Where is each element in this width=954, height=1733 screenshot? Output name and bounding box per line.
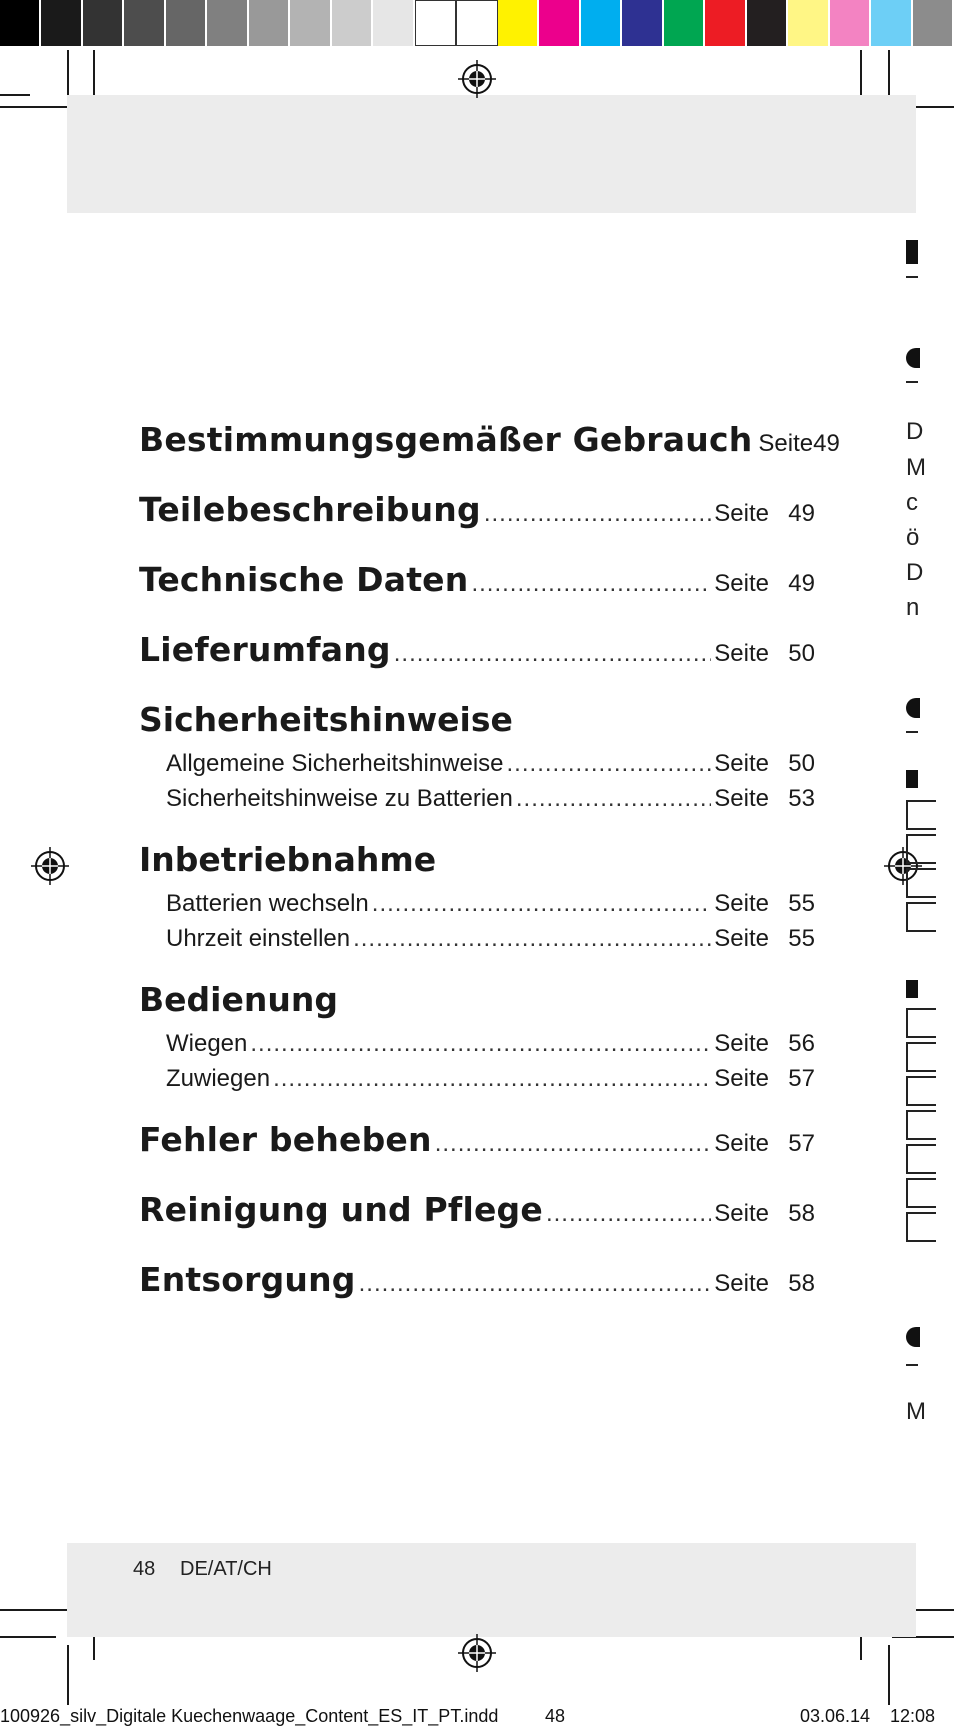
toc-page-number: 55	[788, 890, 815, 917]
toc-subentry[interactable]	[166, 785, 815, 813]
header-band	[67, 95, 916, 213]
facing-rule	[906, 276, 918, 278]
color-swatch	[498, 0, 539, 46]
facing-text-fragment: c	[906, 489, 918, 516]
facing-text-fragment: ö	[906, 524, 920, 551]
print-slug-filename: 100926_silv_Digitale Kuechenwaage_Content_ES_IT_PT.indd	[0, 1706, 499, 1726]
facing-table-cell	[906, 1212, 936, 1242]
toc-page-number: 49	[788, 500, 815, 527]
toc-page-number: 49	[788, 570, 815, 597]
toc-entry-title: Teilebeschreibung	[139, 490, 481, 529]
crop-mark	[67, 1645, 69, 1705]
toc-entry[interactable]	[139, 630, 815, 669]
toc-entry[interactable]	[139, 420, 840, 459]
toc-section-heading[interactable]: Sicherheitshinweise	[139, 700, 513, 739]
toc-leader-dots	[471, 570, 711, 598]
toc-subentry-title: Zuwiegen	[166, 1065, 271, 1092]
facing-text-fragment: D	[906, 418, 924, 445]
toc-subentry-title: Allgemeine Sicherheitshinweise	[166, 750, 504, 777]
color-swatch	[830, 0, 871, 46]
crop-mark	[0, 94, 30, 96]
toc-entry[interactable]	[139, 490, 815, 529]
toc-page-word: Seite	[714, 1065, 769, 1092]
toc-subentry[interactable]	[166, 890, 815, 918]
toc-entry-title: Reinigung und Pflege	[139, 1190, 543, 1229]
facing-rule	[906, 381, 918, 383]
facing-table-cell	[906, 800, 936, 830]
crop-mark	[860, 50, 862, 97]
facing-rule	[906, 731, 918, 733]
toc-section-heading[interactable]: Bedienung	[139, 980, 338, 1019]
toc-page-number: 55	[788, 925, 815, 952]
toc-page-number: 50	[788, 640, 815, 667]
color-swatch	[664, 0, 705, 46]
toc-leader-dots	[484, 500, 711, 528]
toc-page-number: 58	[788, 1200, 815, 1227]
crop-mark	[888, 1645, 890, 1705]
color-swatch	[332, 0, 373, 46]
color-swatch	[456, 0, 497, 46]
toc-entry[interactable]	[139, 560, 815, 599]
toc-leader-dots	[250, 1030, 711, 1058]
facing-heading-fragment	[906, 240, 918, 264]
facing-text-fragment: M	[906, 454, 926, 481]
crop-mark	[67, 50, 69, 97]
toc-page-number: 56	[788, 1030, 815, 1057]
facing-table-cell	[906, 1042, 936, 1072]
facing-heading-fragment	[906, 698, 920, 718]
facing-page-edge	[904, 0, 954, 1733]
toc-page-number: 49	[813, 430, 840, 457]
toc-subentry-title: Wiegen	[166, 1030, 248, 1057]
toc-subentry-title: Sicherheitshinweise zu Batterien	[166, 785, 513, 812]
toc-leader-dots	[372, 890, 712, 918]
crop-mark	[93, 50, 95, 97]
toc-leader-dots	[273, 1065, 711, 1093]
footer-page-number: 48	[133, 1558, 156, 1580]
color-swatch	[539, 0, 580, 46]
toc-page-number: 58	[788, 1270, 815, 1297]
facing-table-cell	[906, 868, 936, 898]
facing-table-cell	[906, 834, 936, 864]
registration-mark-icon	[31, 847, 69, 885]
facing-heading-fragment	[906, 1327, 920, 1347]
facing-table-cell	[906, 1008, 936, 1038]
toc-entry[interactable]	[139, 1190, 815, 1229]
toc-entry[interactable]	[139, 1120, 815, 1159]
crop-mark	[0, 1609, 70, 1611]
toc-entry-title: Entsorgung	[139, 1260, 356, 1299]
print-slug-date: 03.06.14	[800, 1706, 871, 1726]
toc-leader-dots	[546, 1200, 711, 1228]
toc-leader-dots	[359, 1270, 712, 1298]
facing-table-cell	[906, 1144, 936, 1174]
facing-heading-fragment	[906, 770, 918, 788]
toc-subentry[interactable]	[166, 750, 815, 778]
registration-mark-icon	[458, 1634, 496, 1672]
toc-page-word: Seite	[714, 890, 769, 917]
toc-entry-title: Bestimmungsgemäßer Gebrauch	[139, 420, 753, 459]
toc-page-number: 57	[788, 1065, 815, 1092]
facing-heading-fragment	[906, 980, 918, 998]
color-swatch	[83, 0, 124, 46]
toc-subentry-title: Batterien wechseln	[166, 890, 369, 917]
toc-page-word: Seite	[758, 430, 814, 457]
color-swatch	[373, 0, 414, 46]
color-calibration-bar	[0, 0, 954, 48]
color-swatch	[581, 0, 622, 46]
toc-entry-title: Fehler beheben	[139, 1120, 432, 1159]
toc-entry-title: Lieferumfang	[139, 630, 391, 669]
crop-mark	[888, 50, 890, 97]
toc-subentry[interactable]	[166, 1065, 815, 1093]
registration-mark-icon	[458, 60, 496, 98]
color-swatch	[0, 0, 41, 46]
color-swatch	[705, 0, 746, 46]
toc-page-word: Seite	[714, 500, 769, 527]
facing-table-cell	[906, 1110, 936, 1140]
toc-page-word: Seite	[714, 750, 769, 777]
facing-table-cell	[906, 902, 936, 932]
color-swatch	[290, 0, 331, 46]
toc-section-heading[interactable]: Inbetriebnahme	[139, 840, 437, 879]
toc-leader-dots	[516, 785, 711, 813]
toc-page-word: Seite	[714, 925, 769, 952]
facing-heading-fragment	[906, 348, 920, 368]
toc-page-number: 57	[788, 1130, 815, 1157]
color-swatch	[249, 0, 290, 46]
facing-rule	[906, 1364, 918, 1366]
toc-entry-title: Technische Daten	[139, 560, 469, 599]
toc-page-number: 50	[788, 750, 815, 777]
toc-page-word: Seite	[714, 1130, 769, 1157]
toc-page-word: Seite	[714, 1270, 769, 1297]
toc-subentry[interactable]	[166, 925, 815, 953]
crop-mark	[0, 1636, 56, 1638]
toc-page-word: Seite	[714, 1030, 769, 1057]
toc-page-word: Seite	[714, 640, 769, 667]
toc-subentry[interactable]	[166, 1030, 815, 1058]
facing-text-fragment: M	[906, 1398, 926, 1425]
toc-page-word: Seite	[714, 1200, 769, 1227]
toc-page-word: Seite	[714, 570, 769, 597]
toc-page-number: 53	[788, 785, 815, 812]
crop-mark	[0, 106, 70, 108]
color-swatch	[415, 0, 456, 46]
facing-text-fragment: n	[906, 594, 920, 621]
print-slug-page: 48	[545, 1706, 566, 1726]
toc-subentry-title: Uhrzeit einstellen	[166, 925, 351, 952]
footer-region: DE/AT/CH	[180, 1558, 272, 1580]
color-swatch	[124, 0, 165, 46]
print-slug-time: 12:08	[890, 1706, 936, 1726]
facing-text-fragment: D	[906, 559, 924, 586]
toc-page-word: Seite	[714, 785, 769, 812]
color-swatch	[622, 0, 663, 46]
toc-entry[interactable]	[139, 1260, 815, 1299]
color-swatch	[788, 0, 829, 46]
toc-leader-dots	[435, 1130, 712, 1158]
facing-table-cell	[906, 1178, 936, 1208]
toc-leader-dots	[353, 925, 711, 953]
toc-leader-dots	[507, 750, 712, 778]
facing-table-cell	[906, 1076, 936, 1106]
color-swatch	[207, 0, 248, 46]
toc-leader-dots	[394, 640, 712, 668]
color-swatch	[747, 0, 788, 46]
color-swatch	[41, 0, 82, 46]
color-swatch	[166, 0, 207, 46]
